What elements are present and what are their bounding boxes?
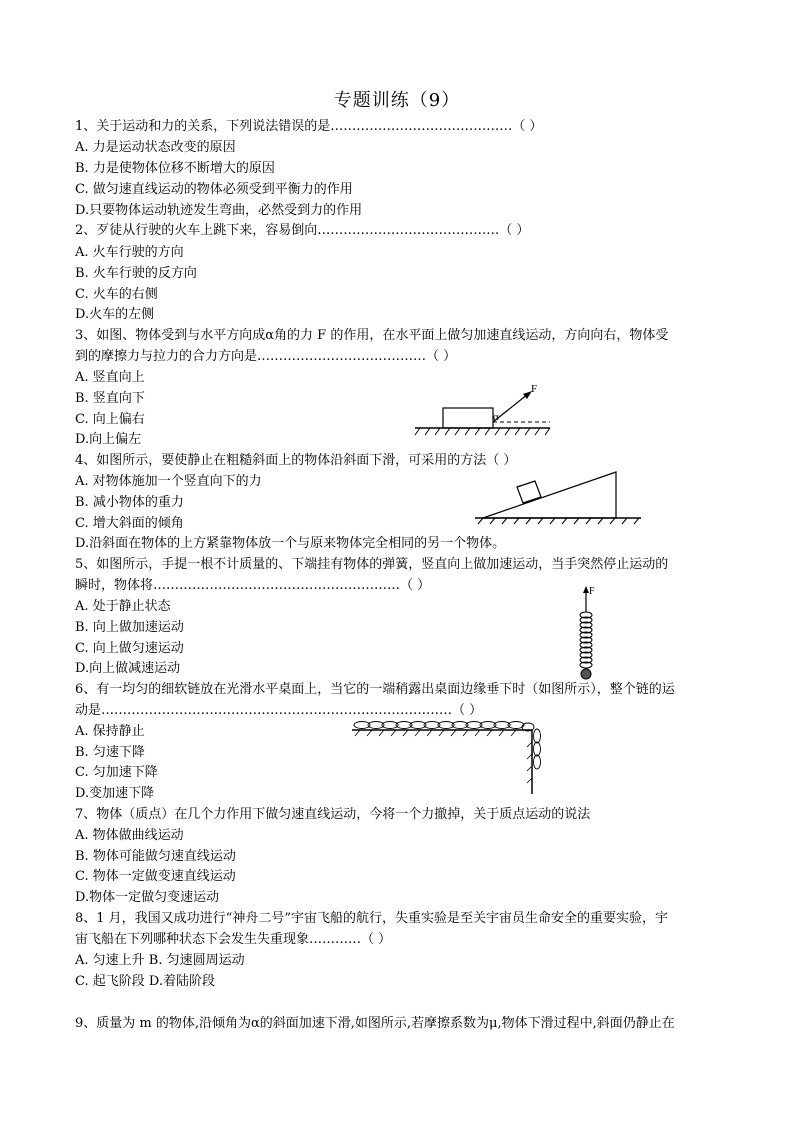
q7-option-d: D.物体一定做匀变速运动	[75, 890, 220, 905]
q2-option-c: C. 火车的右侧	[75, 287, 158, 302]
q6-option-c: C. 匀加速下降	[75, 765, 158, 780]
q5-option-d: D.向上做减速运动	[75, 661, 181, 676]
question-8-stem-cont: 宙飞船在下列哪种状态下会发生失重现象…………（ ）	[75, 932, 392, 947]
question-6-stem-cont: 动是………………………………………………………………………（ ）	[75, 703, 483, 718]
q4-option-a: A. 对物体施加一个竖直向下的力	[75, 474, 262, 489]
q1-option-b: B. 力是使物体位移不断增大的原因	[75, 161, 275, 176]
q2-option-d: D.火车的左侧	[75, 307, 155, 322]
q7-option-a: A. 物体做曲线运动	[75, 828, 184, 843]
question-5-stem-cont: 瞬时，物体将…………………………………………………（ ）	[75, 578, 431, 593]
q2-option-b: B. 火车行驶的反方向	[75, 266, 197, 281]
question-8-stem: 8、1 月，我国又成功进行“神舟二号”宇宙飞船的航行，失重实验是至关宇宙员生命安全的重要实验，宇	[75, 911, 668, 926]
q1-option-c: C. 做匀速直线运动的物体必须受到平衡力的作用	[75, 182, 353, 197]
q6-option-a: A. 保持静止	[75, 724, 145, 739]
q3-option-c: C. 向上偏右	[75, 412, 145, 427]
q3-option-d: D.向上偏左	[75, 432, 142, 447]
question-4-stem: 4、如图所示，要使静止在粗糙斜面上的物体沿斜面下滑，可采用的方法（ ）	[75, 453, 517, 468]
q3-angle-label: α	[493, 411, 499, 423]
q8-options-ab: A. 匀速上升 B. 匀速圆周运动	[75, 953, 245, 968]
q7-option-c: C. 物体一定做变速直线运动	[75, 869, 236, 884]
q3-figure	[410, 380, 560, 440]
q3-option-a: A. 竖直向上	[75, 370, 145, 385]
q3-option-b: B. 竖直向下	[75, 391, 145, 406]
q2-option-a: A. 火车行驶的方向	[75, 245, 184, 260]
q5-figure	[574, 584, 604, 682]
q6-option-d: D.变加速下降	[75, 786, 155, 801]
question-2-stem: 2、歹徒从行驶的火车上跳下来，容易倒向……………………………………（ ）	[75, 223, 530, 238]
question-1-stem: 1、关于运动和力的关系，下列说法错误的是……………………………………（ ）	[75, 119, 543, 134]
page-title: 专题训练（9）	[333, 90, 461, 111]
q3-force-label: F	[531, 383, 538, 395]
question-3-stem: 3、如图、物体受到与水平方向成α角的力 F 的作用，在水平面上做匀加速直线运动，方向向右，物体受	[75, 328, 669, 343]
q4-option-d: D.沿斜面在物体的上方紧靠物体放一个与原来物体完全相同的另一个物体。	[75, 536, 506, 551]
q5-force-label: F	[589, 586, 595, 597]
q8-options-cd: C. 起飞阶段 D.着陆阶段	[75, 974, 215, 989]
q5-option-c: C. 向上做匀速运动	[75, 641, 184, 656]
q5-option-a: A. 处于静止状态	[75, 599, 171, 614]
question-5-stem: 5、如图所示，手提一根不计质量的、下端挂有物体的弹簧，竖直向上做加速运动，当手突然停止运动的	[75, 557, 669, 572]
q4-option-c: C. 增大斜面的倾角	[75, 516, 184, 531]
q4-option-b: B. 减小物体的重力	[75, 495, 184, 510]
question-3-stem-cont: 到的摩擦力与拉力的合力方向是…………………………………（ ）	[75, 349, 457, 364]
q1-option-d: D.只要物体运动轨迹发生弯曲，必然受到力的作用	[75, 203, 363, 218]
q6-figure	[350, 716, 545, 796]
question-7-stem: 7、物体（质点）在几个力作用下做匀速直线运动，今将一个力撤掉，关于质点运动的说法	[75, 807, 591, 822]
q7-option-b: B. 物体可能做匀速直线运动	[75, 849, 236, 864]
q6-option-b: B. 匀速下降	[75, 745, 145, 760]
q5-option-b: B. 向上做加速运动	[75, 620, 184, 635]
question-6-stem: 6、有一均匀的细软链放在光滑水平桌面上，当它的一端稍露出桌面边缘垂下时（如图所示），整个链的运	[75, 682, 675, 697]
question-9-stem: 9、质量为 m 的物体,沿倾角为α的斜面加速下滑,如图所示,若摩擦系数为μ,物体下滑过程中,斜面仍静止在	[75, 1016, 675, 1031]
q4-figure	[473, 468, 643, 528]
q1-option-a: A. 力是运动状态改变的原因	[75, 140, 236, 155]
